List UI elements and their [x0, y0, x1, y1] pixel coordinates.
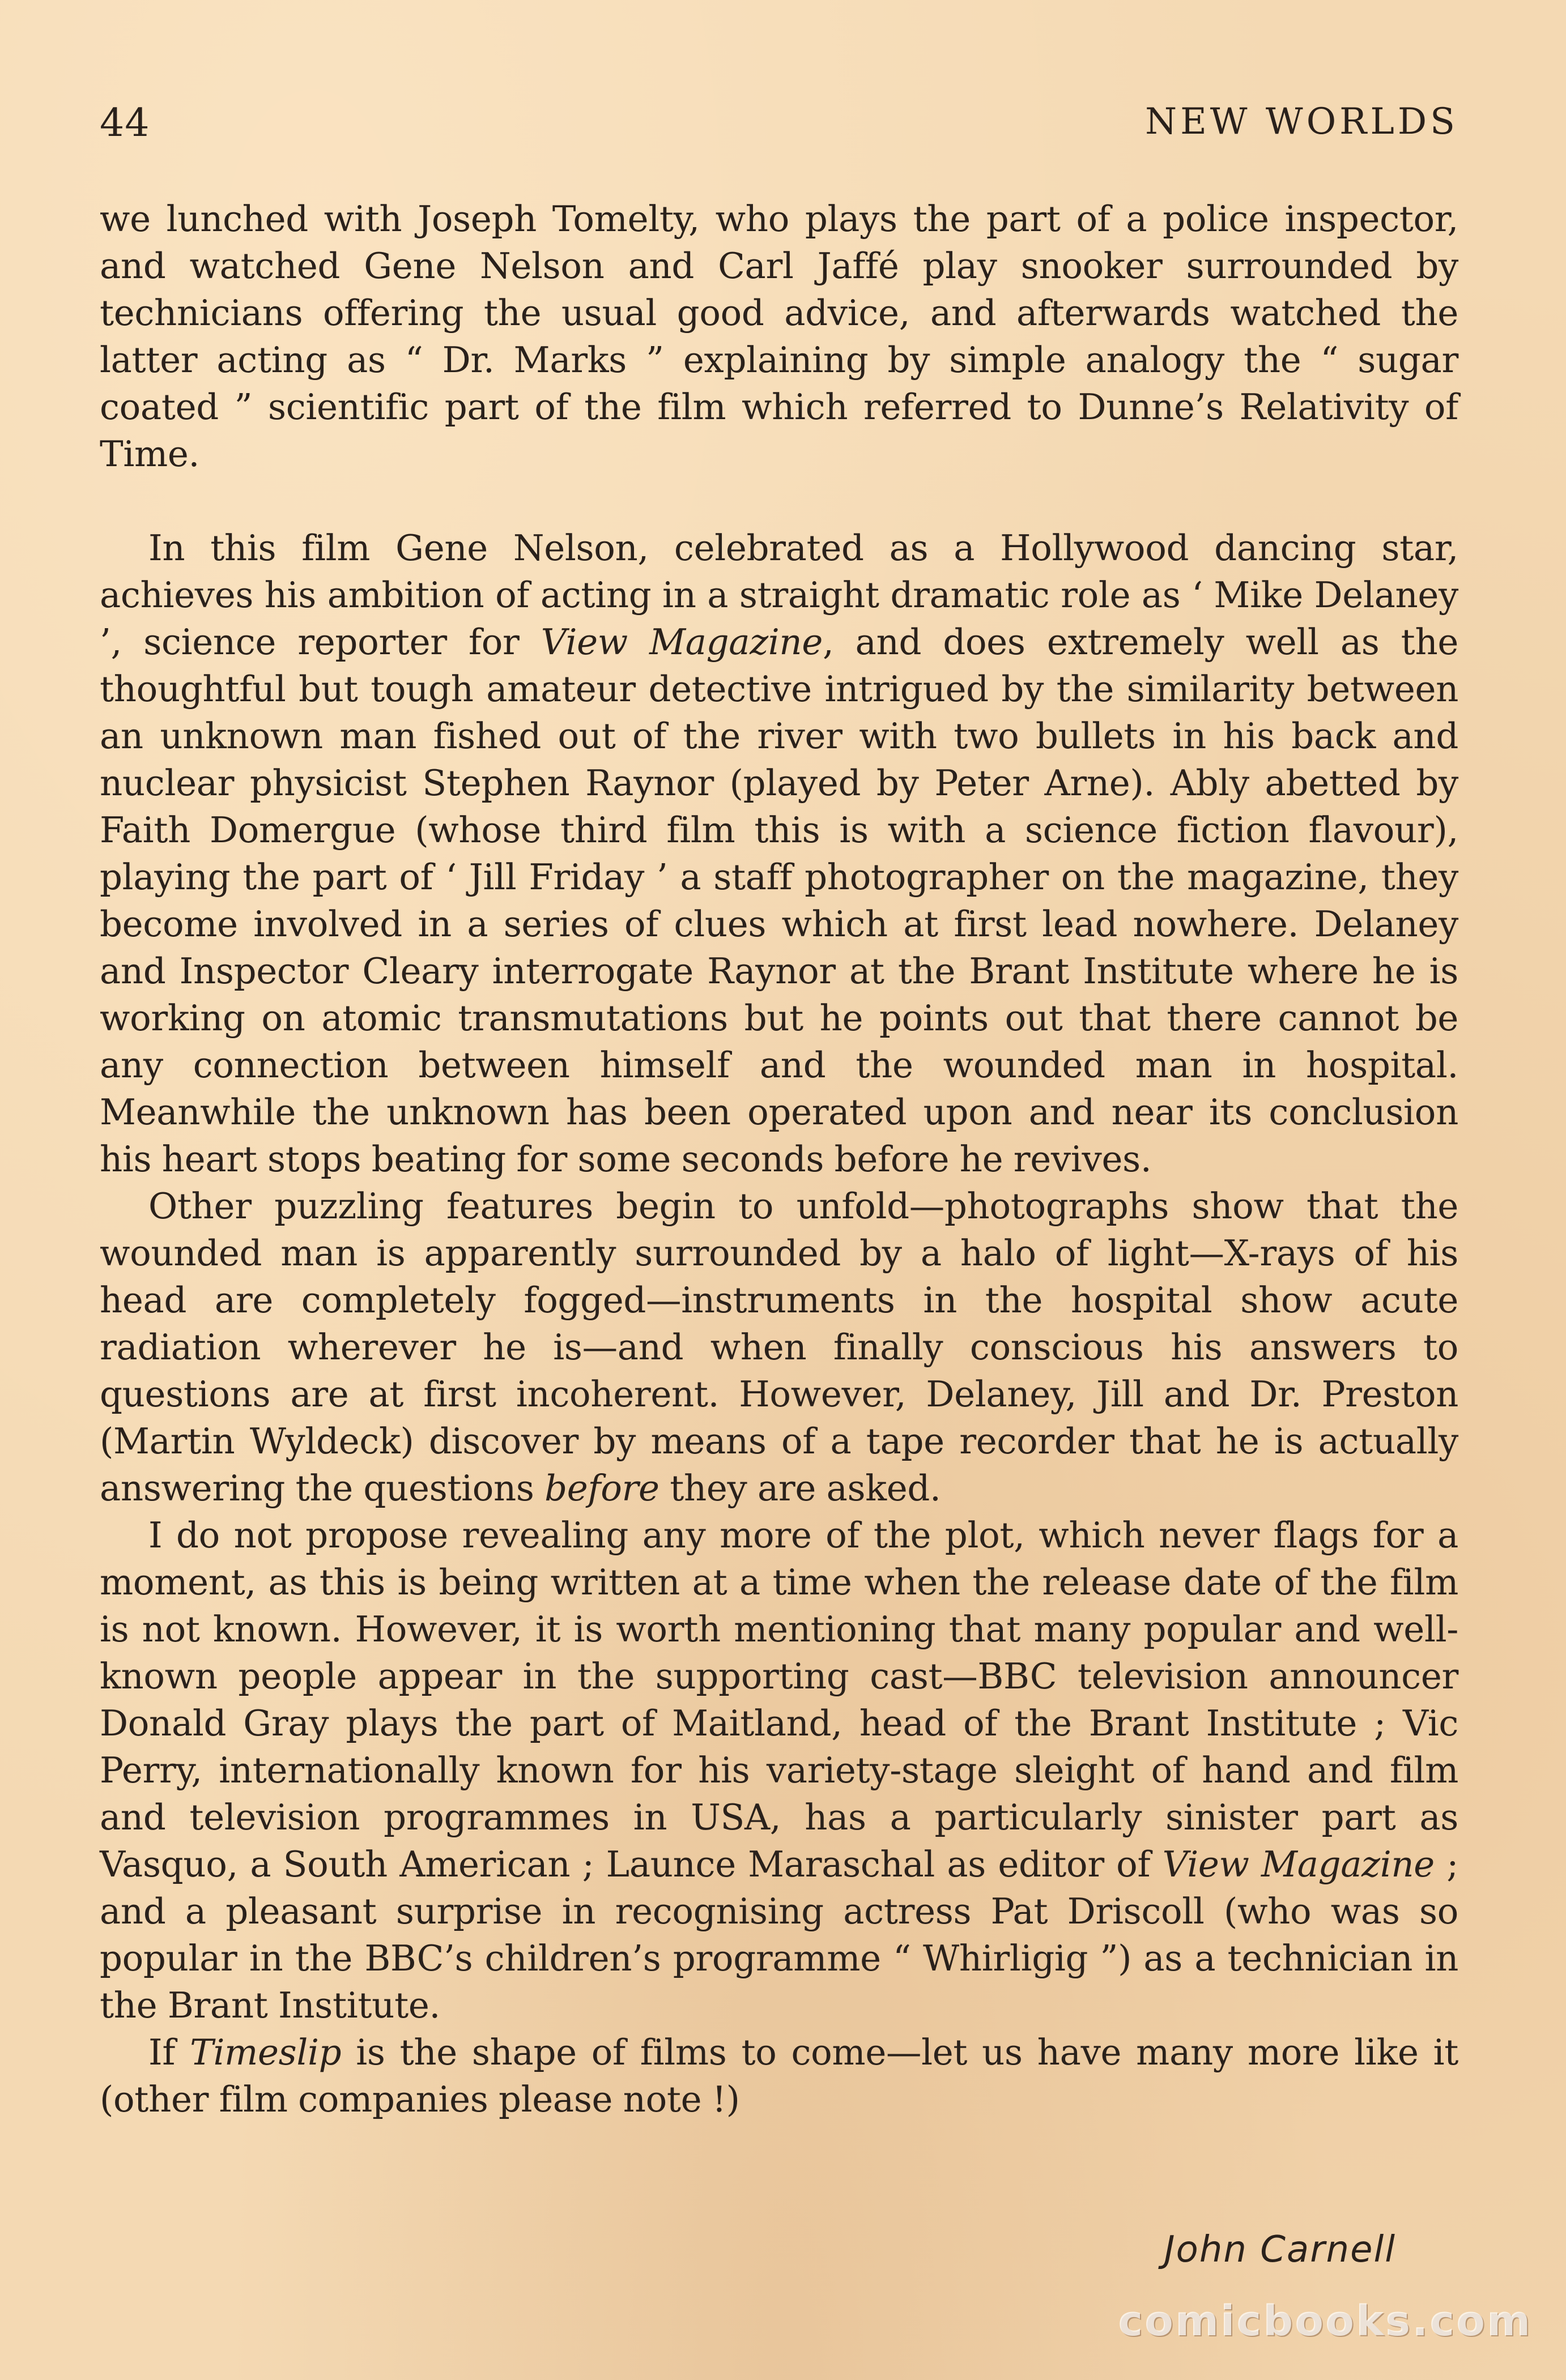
paragraph-4	[100, 1512, 1458, 2029]
text-run: If	[148, 2032, 190, 2073]
paragraph-1	[100, 195, 1458, 477]
text-run: is the shape of films to come—let us have many more like it (other film companies please note !)	[100, 2032, 1458, 2120]
paragraph-3	[100, 1183, 1458, 1512]
watermark-logo: comicbooks.com	[1118, 2297, 1532, 2345]
author-signature: John Carnell	[1164, 2229, 1396, 2271]
text-run: I do not propose revealing any more of the plot, which never flags for a moment, as this is being written at a time when the release date of the film is not known. However, it is worth mentioning that many popular and well-known people appear in the supporting cast—BBC television announcer Donald Gray plays the part of Maitland, head of the Brant Institute ; Vic Perry, internationally known for his variety-stage sleight of hand and film and television programmes in USA, has a particularly sinister part as Vasquo, a South American ; Launce Maraschal as editor of	[100, 1515, 1458, 1885]
page-header	[100, 101, 1458, 163]
text-run: we lunched with Joseph Tomelty, who plays the part of a police inspector, and watched Gene Nelson and Carl Jaffé play snooker surrounded by technicians offering the usual good advice, and afterwards watched the latter acting as “ Dr. Marks ” explaining by simple analogy the “ sugar coated ” scientific part of the film which referred to Dunne’s Relativity of Time.	[100, 198, 1458, 475]
magazine-title-italic: View Magazine	[541, 621, 823, 663]
text-run: they are asked.	[659, 1468, 941, 1509]
film-title-italic: Timeslip	[190, 2032, 342, 2073]
article-body	[100, 195, 1458, 2123]
magazine-title-italic: View Magazine	[1162, 1844, 1435, 1885]
page-number: 44	[100, 101, 150, 146]
text-run: In this film Gene Nelson, celebrated as a Hollywood dancing star, achieves his ambition of acting in a straight dramatic role as ‘ Mike Delaney ’, science reporter for	[100, 527, 1458, 663]
text-run: Other puzzling features begin to unfold—photographs show that the wounded man is apparently surrounded by a halo of light—X-rays of his head are completely fogged—instruments in the hospital show acute radiation wherever he is—and when finally conscious his answers to questions are at first incoherent. However, Delaney, Jill and Dr. Preston (Martin Wyldeck) discover by means of a tape recorder that he is actually answering the questions	[100, 1185, 1458, 1509]
paragraph-5	[100, 2029, 1458, 2123]
text-run: ; and a pleasant surprise in recognising actress Pat Driscoll (who was so popular in the BBC’s children’s programme “ Whirligig ”) as a technician in the Brant Institute.	[100, 1844, 1458, 2026]
paragraph-2	[100, 524, 1458, 1183]
emphasis-italic: before	[544, 1468, 659, 1509]
text-run: , and does extremely well as the thoughtful but tough amateur detective intrigued by the similarity between an unknown man fished out of the river with two bullets in his back and nuclear physicist Stephen Raynor (played by Peter Arne). Ably abetted by Faith Domergue (whose third film this is with a science fiction flavour), playing the part of ‘ Jill Friday ’ a staff photographer on the magazine, they become involved in a series of clues which at first lead nowhere. Delaney and Inspector Cleary interrogate Raynor at the Brant Institute where he is working on atomic transmutations but he points out that there cannot be any connection between himself and the wounded man in hospital. Meanwhile the unknown has been operated upon and near its conclusion his heart stops beating for some seconds before he revives.	[100, 621, 1458, 1180]
running-head: NEW WORLDS	[1145, 101, 1458, 143]
